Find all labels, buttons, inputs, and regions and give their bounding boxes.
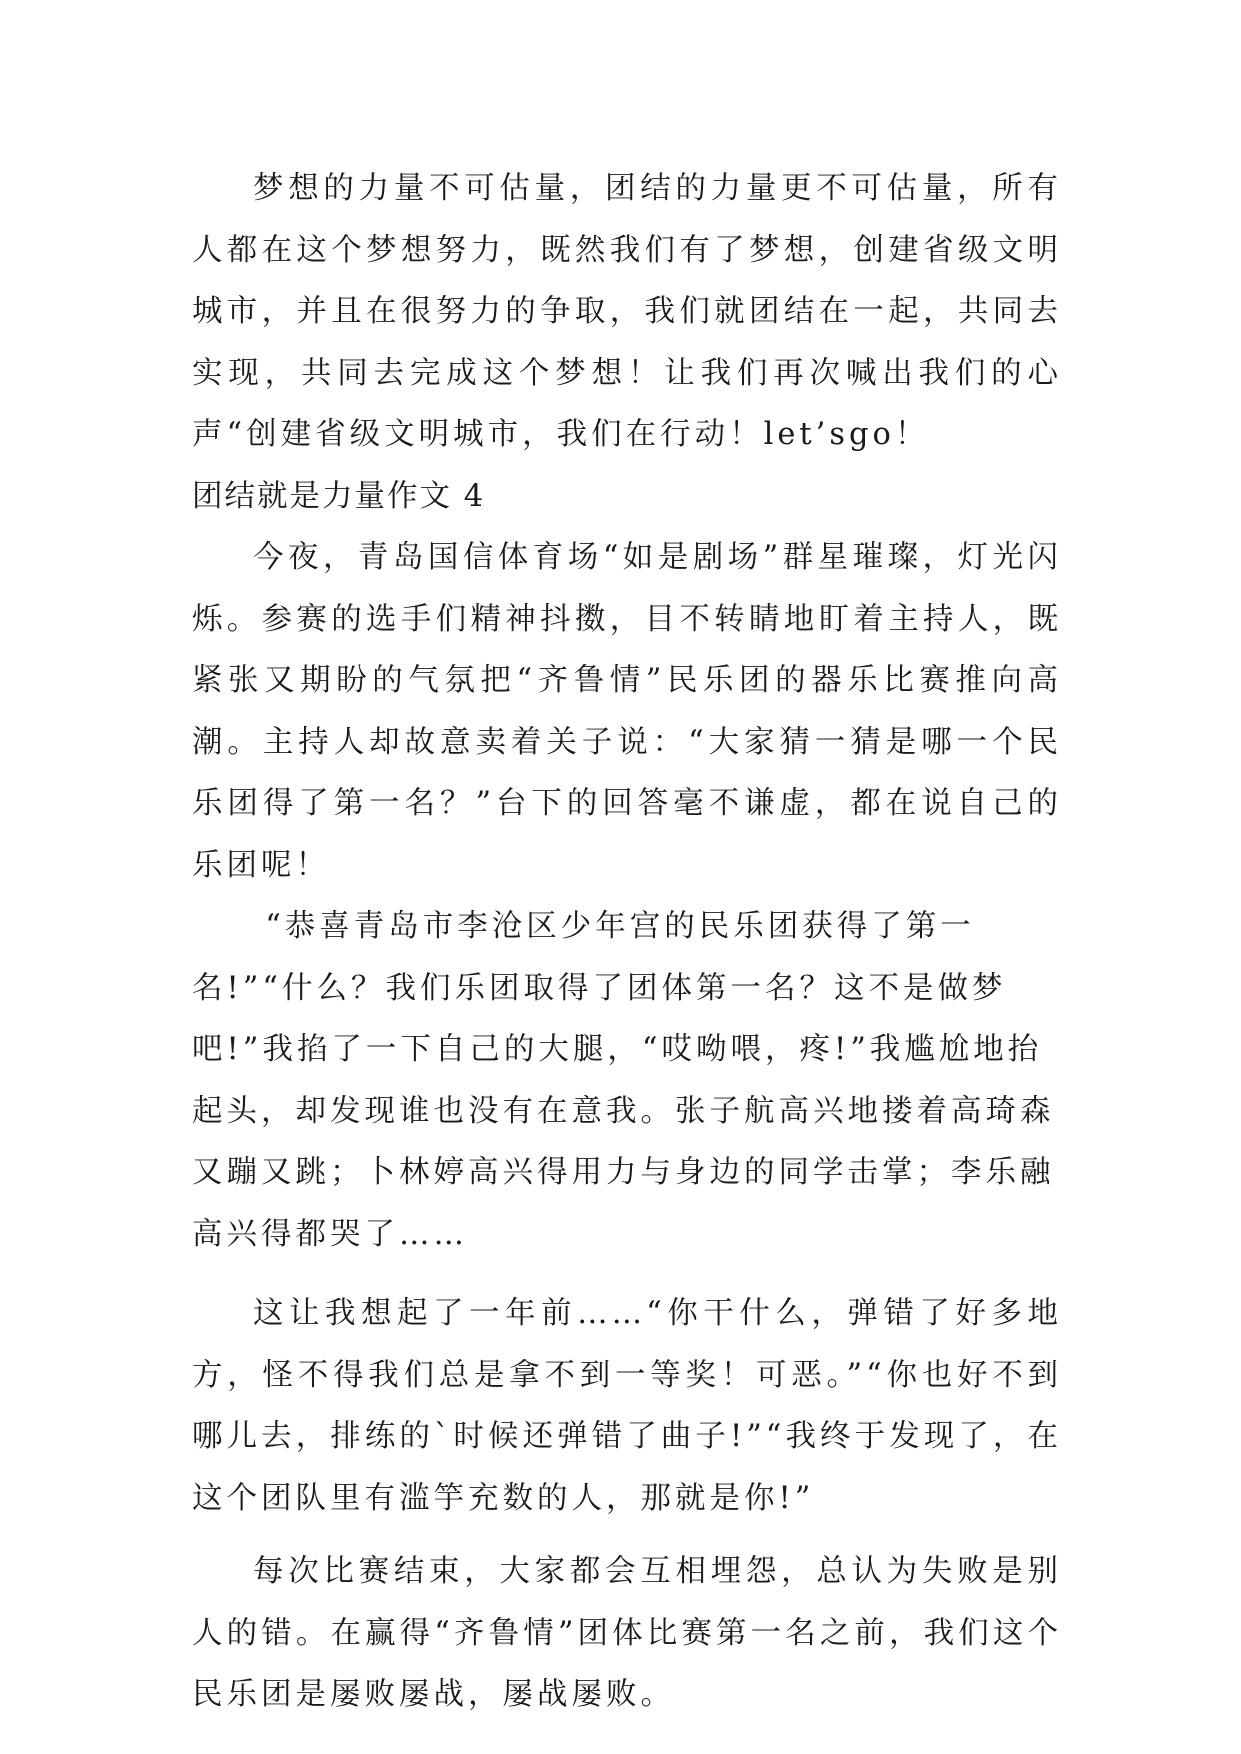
- paragraph-announcement: “恭喜青岛市李沧区少年宫的民乐团获得了第一名!”“什么？我们乐团取得了团体第一名？这不是做梦吧!”我掐了一下自己的大腿，“哎呦喂，疼!”我尴尬地抬起头，却发现谁也没有在意我。张子航高兴地搂着高琦森又蹦又跳；卜林婷高兴得用力与身边的同学击掌；李乐融高兴得都哭了……: [192, 909, 1055, 1252]
- document-page: [192, 158, 1062, 1726]
- paragraph-memory: 这让我想起了一年前……“你干什么，弹错了好多地方，怪不得我们总是拿不到一等奖！可恶。”“你也好不到哪儿去，排练的`时候还弹错了曲子!”“我终于发现了，在这个团队里有滥竽充数的人，那就是你!”: [192, 1296, 1062, 1516]
- section-heading: 团结就是力量作文 4: [192, 478, 486, 514]
- paragraph-stadium: 今夜，青岛国信体育场“如是剧场”群星璀璨，灯光闪烁。参赛的选手们精神抖擞，目不转睛地盯着主持人，既紧张又期盼的气氛把“齐鲁情”民乐团的器乐比赛推向高潮。主持人却故意卖着关子说：“大家猜一猜是哪一个民乐团得了第一名？”台下的回答毫不谦虚，都在说自己的乐团呢！: [192, 540, 1062, 883]
- paragraph-complaints: 每次比赛结束，大家都会互相埋怨，总认为失败是别人的错。在赢得“齐鲁情”团体比赛第一名之前，我们这个民乐团是屡败屡战，屡战屡败。: [192, 1554, 1062, 1712]
- paragraph-dream: 梦想的力量不可估量，团结的力量更不可估量，所有人都在这个梦想努力，既然我们有了梦想，创建省级文明城市，并且在很努力的争取，我们就团结在一起，共同去实现，共同去完成这个梦想！让我们再次喊出我们的心声“创建省级文明城市，我们在行动！let’sgo！: [192, 171, 1062, 452]
